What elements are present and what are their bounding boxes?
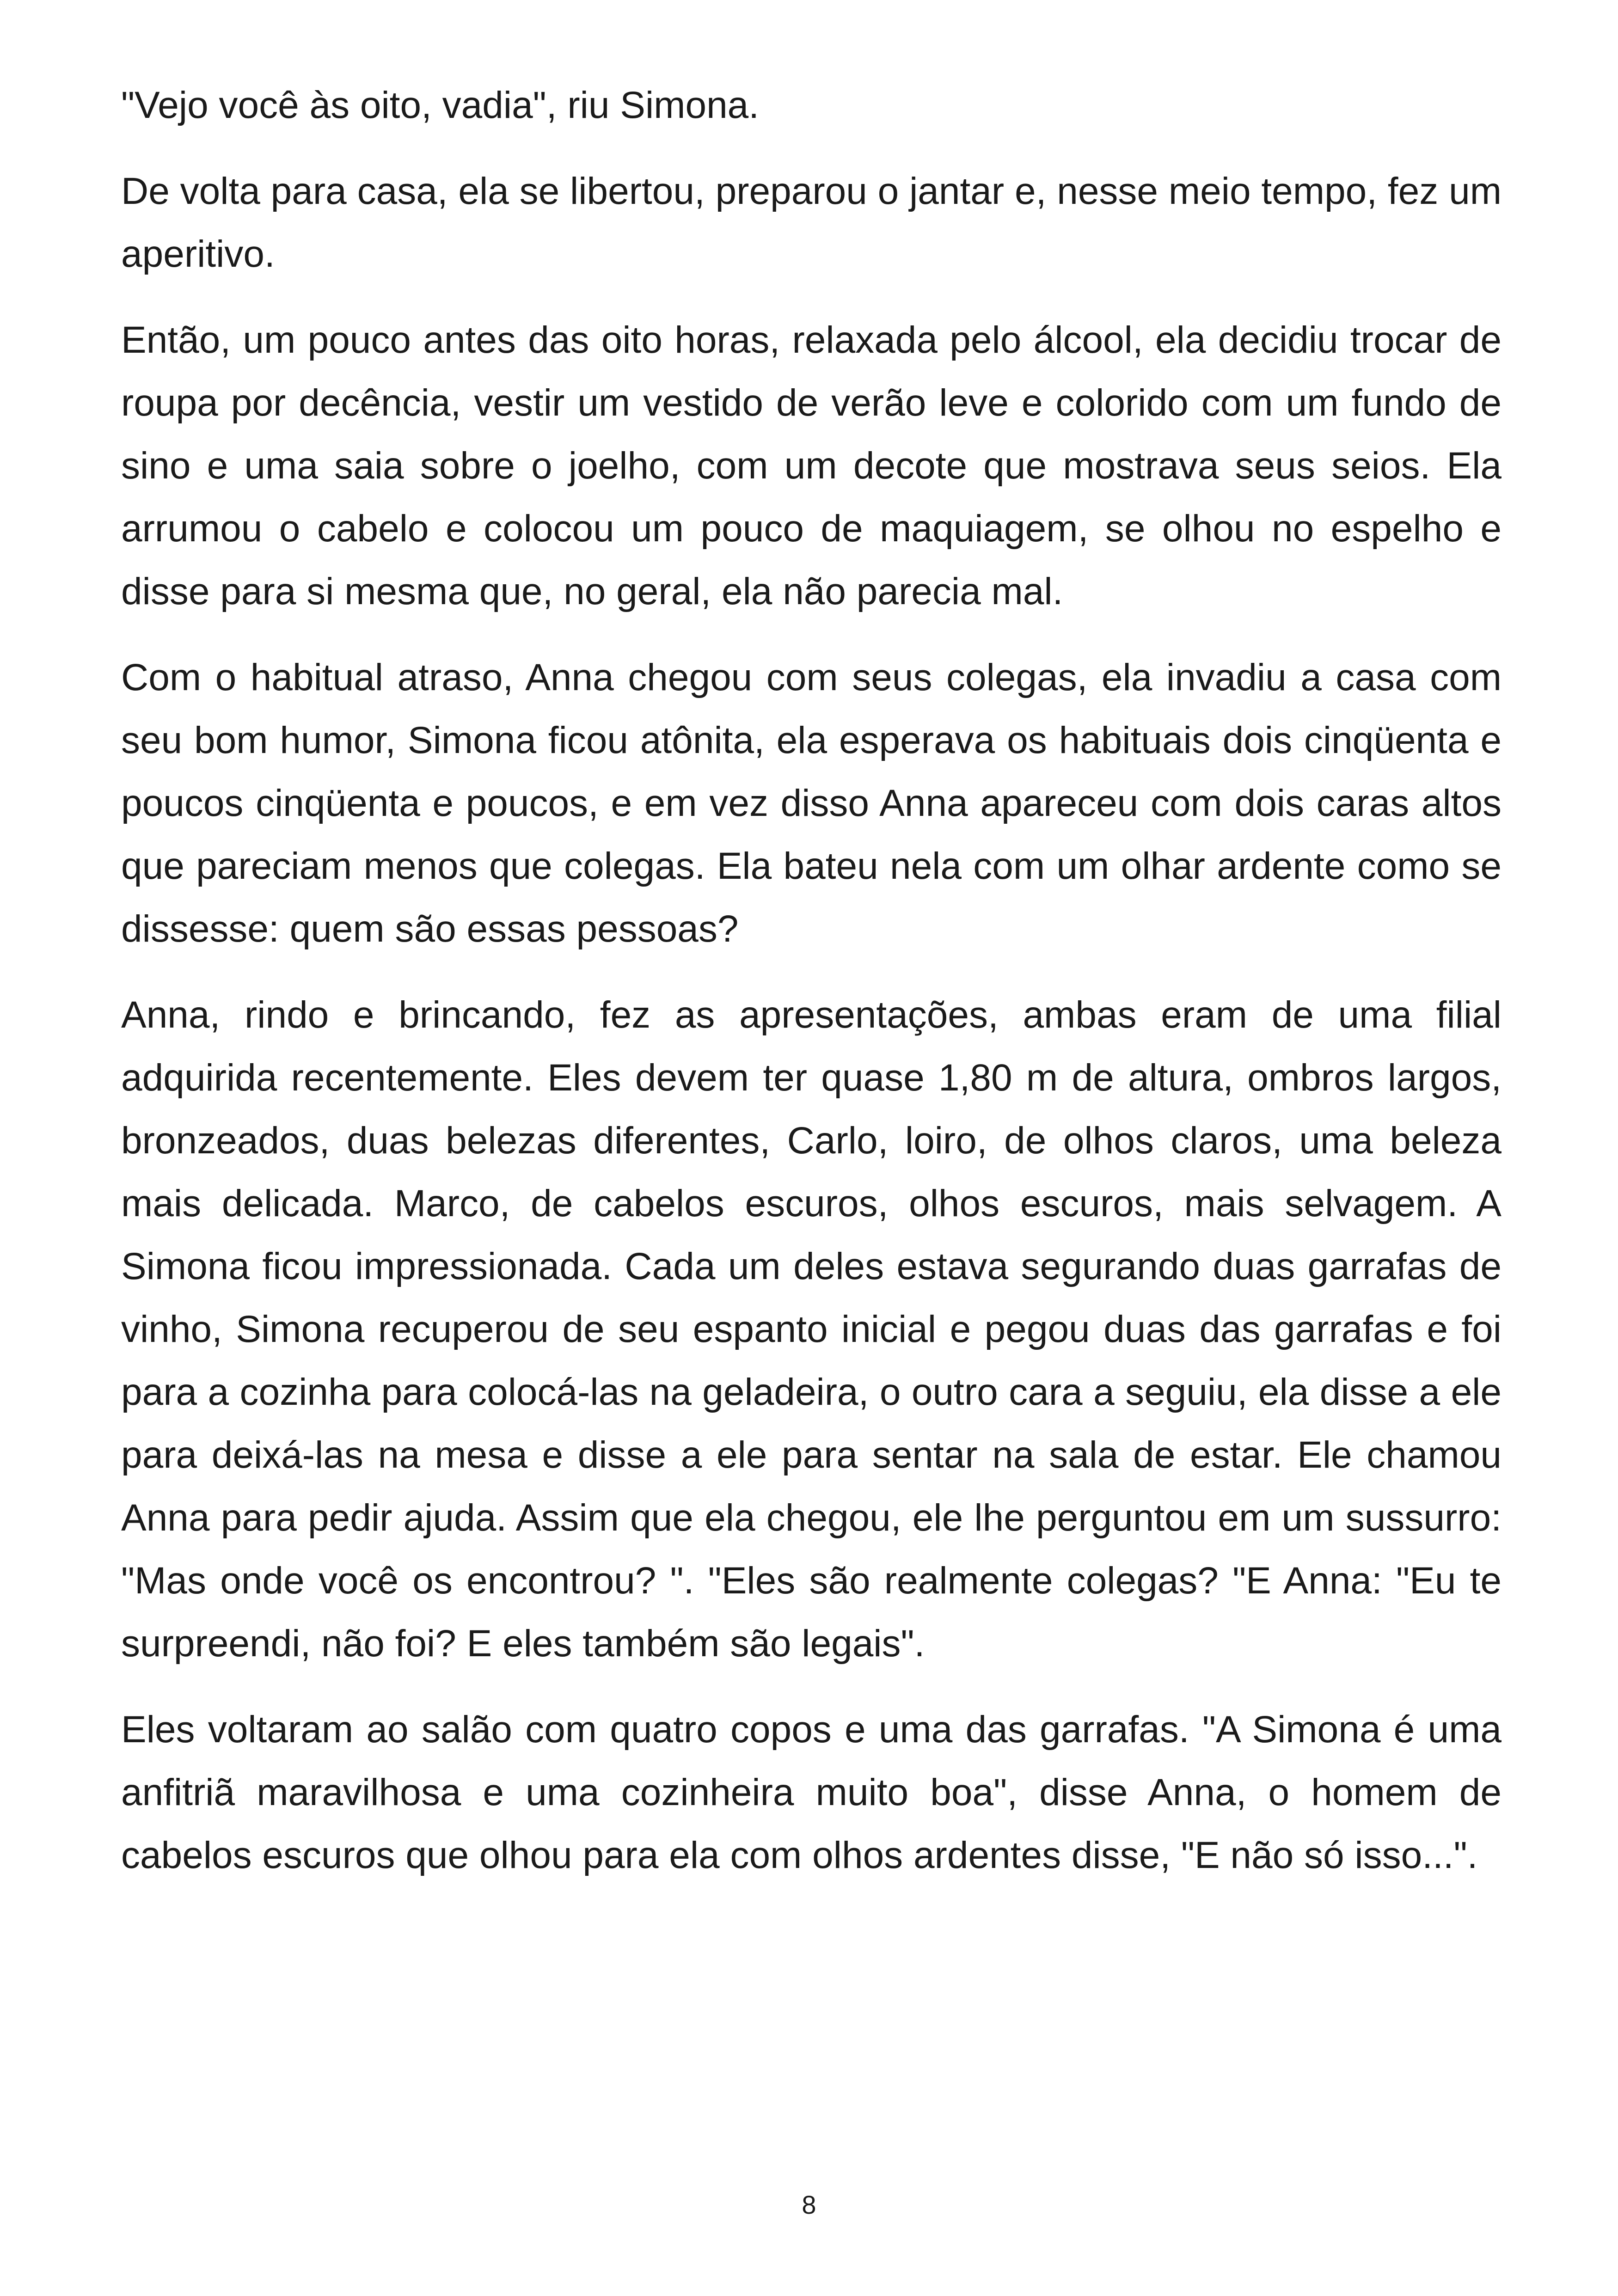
- paragraph: "Vejo você às oito, vadia", riu Simona.: [121, 84, 760, 126]
- paragraph: Com o habitual atraso, Anna chegou com seus colegas, ela invadiu a casa com seu bom humor, Simona ficou atônita, ela esperava os habituais dois cinqüenta e poucos cinqüenta e poucos, e em vez disso Anna apareceu com dois caras altos que pareciam menos que colegas. Ela bateu nela com um olhar ardente como se dissesse: quem são essas pessoas?: [121, 656, 1502, 950]
- body-text: [121, 74, 1502, 1887]
- paragraph: Então, um pouco antes das oito horas, relaxada pelo álcool, ela decidiu trocar de roupa por decência, vestir um vestido de verão leve e colorido com um fundo de sino e uma saia sobre o joelho, com um decote que mostrava seus seios. Ela arrumou o cabelo e colocou um pouco de maquiagem, se olhou no espelho e disse para si mesma que, no geral, ela não parecia mal.: [121, 319, 1502, 612]
- paragraph: Anna, rindo e brincando, fez as apresentações, ambas eram de uma filial adquirida recentemente. Eles devem ter quase 1,80 m de altura, ombros largos, bronzeados, duas belezas diferentes, Carlo, loiro, de olhos claros, uma beleza mais delicada. Marco, de cabelos escuros, olhos escuros, mais selvagem. A Simona ficou impressionada. Cada um deles estava segurando duas garrafas de vinho, Simona recuperou de seu espanto inicial e pegou duas das garrafas e foi para a cozinha para colocá-las na geladeira, o outro cara a seguiu, ela disse a ele para deixá-las na mesa e disse a ele para sentar na sala de estar. Ele chamou Anna para pedir ajuda. Assim que ela chegou, ele lhe perguntou em um sussurro: "Mas onde você os encontrou? ". "Eles são realmente colegas? "E Anna: "Eu te surpreendi, não foi? E eles também são legais".: [121, 994, 1502, 1665]
- paragraph: De volta para casa, ela se libertou, preparou o jantar e, nesse meio tempo, fez um aperitivo.: [121, 170, 1502, 275]
- page-number: 8: [802, 2190, 816, 2219]
- paragraph: Eles voltaram ao salão com quatro copos e uma das garrafas. "A Simona é uma anfitriã maravilhosa e uma cozinheira muito boa", disse Anna, o homem de cabelos escuros que olhou para ela com olhos ardentes disse, "E não só isso...".: [121, 1708, 1502, 1876]
